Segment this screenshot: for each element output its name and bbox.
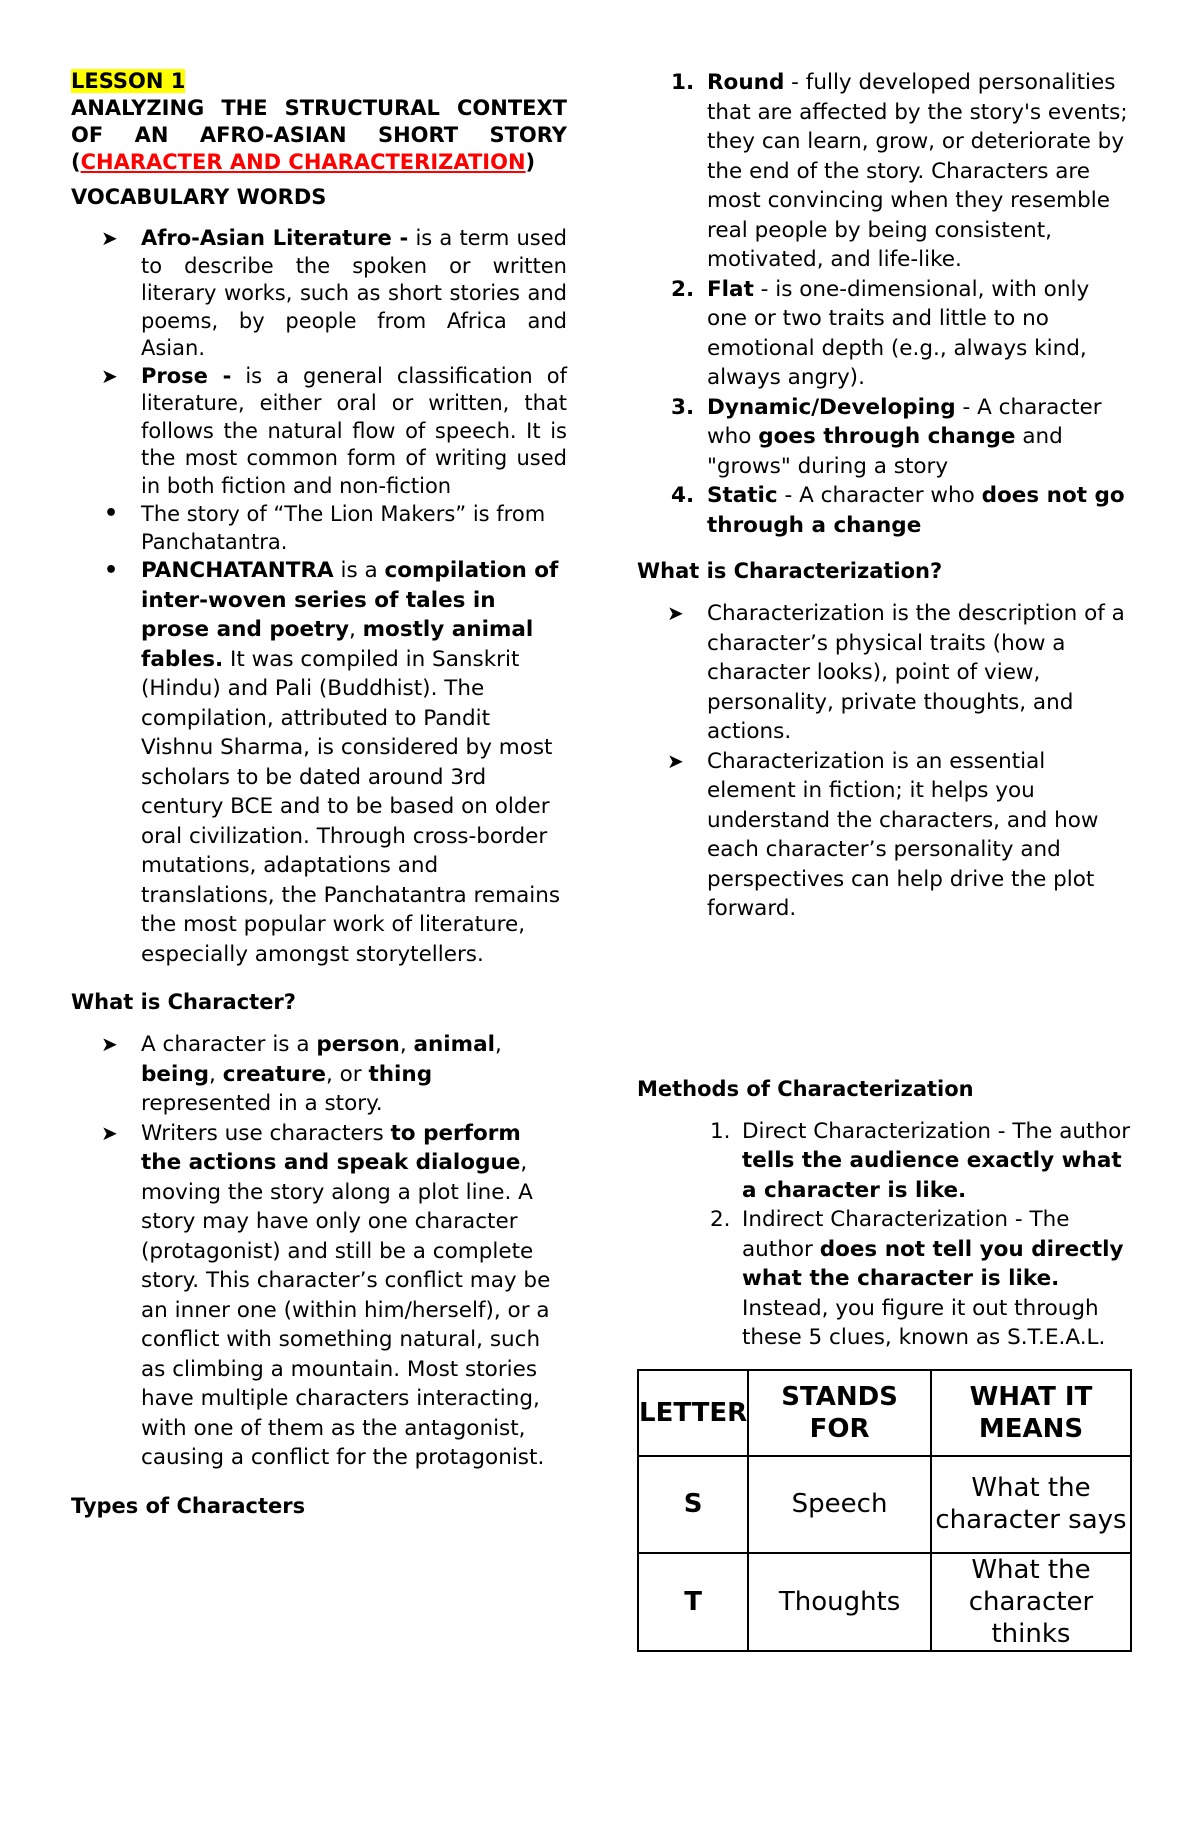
method-direct [637,1117,1133,1206]
lesson-label: LESSON 1 [71,69,186,93]
header-stands-for: STANDS FOR [748,1370,931,1456]
character-item-1 [71,1030,567,1119]
cell-means: What the character says [931,1456,1131,1553]
pancha-bold-1: compilation of inter-woven series of tales in prose and poetry [141,558,559,642]
method-direct-bold: tells the audience exactly what a character is like. [742,1148,1122,1203]
character-list [71,1030,567,1473]
char-c1: , [399,1032,414,1057]
vocab-list [71,225,567,500]
table-row [638,1553,1131,1651]
char-c2: , [494,1032,502,1057]
char-i2-bold: to perform the actions and speak dialogue [141,1120,521,1175]
steal-table-header-row [638,1370,1131,1456]
type-term: Round [707,70,785,95]
type-def: - fully developed personalities that are affected by the story's events; they can learn, grow, or deteriorate by the end of the story. Characters are most convincing when they resemble real people by being consistent, motivated, and life-like. [707,70,1128,272]
char-i1-a: A character is a [141,1032,317,1057]
arrow-bullet-icon: ➤ [101,363,118,388]
type-static [637,481,1133,540]
arrow-bullet-icon: ➤ [101,1120,118,1145]
arrow-bullet-icon: ➤ [101,226,118,250]
type-term: Dynamic/Developing [707,394,956,420]
char-thing: thing [368,1061,433,1087]
def-prose: is a general classification of literature, either oral or written, that follows the natural flow of speech. It is the most common form of writing used in both fiction and non-fiction [141,363,567,498]
characterization-text-1: Characterization is the description of a character’s physical traits (how a character looks), point of view, personality, private thoughts, and actions. [707,601,1125,744]
methods-list [637,1117,1133,1353]
method-number: 1. [710,1118,731,1144]
type-def-a: - A character who [707,394,1102,449]
method-direct-a: Direct Characterization - The author [742,1118,1131,1144]
type-def-c: and "grows" during a story [707,424,1063,479]
char-i2-rest: , moving the story along a plot line. A story may have only one character (protagonist) and still be a complete story. This character’s conflict may be an inner one (within him/herself), or a conflict with something natural, such as climbing a mountain. Most stories have multiple characters interacting, with one of them as the antagonist, causing a conflict for the protagonist. [141,1150,551,1470]
vocab-heading: VOCABULARY WORDS [71,185,327,209]
type-number: 1. [671,70,695,95]
type-def-bold: does not go through a change [707,483,1125,538]
method-indirect-rest: Instead, you figure it out through these 5 clues, known as S.T.E.A.L. [742,1295,1106,1350]
pancha-bold-2: mostly animal fables. [141,617,534,672]
characterization-item-1 [637,599,1133,747]
type-def-a: - A character who [777,483,982,508]
cell-stands-for: Speech [748,1456,931,1553]
type-number: 3. [671,394,695,420]
char-being: being [141,1061,210,1087]
char-i1-end: represented in a story. [141,1091,383,1116]
type-number: 2. [671,276,695,302]
types-heading: Types of Characters [71,1493,306,1518]
pancha-rest: It was compiled in Sanskrit (Hindu) and Pali (Buddhist). The compilation, attributed to Pandit Vishnu Sharma, is considered by most scholars to be dated around 3rd century BCE and to be based on older oral civilization. Through cross-border mutations, adaptations and translations, the Panchatantra remains the most popular work of literature, especially amongst storytellers. [141,646,561,967]
characterization-list [637,599,1133,924]
cell-means: What the character thinks [931,1553,1131,1651]
lion-makers-text: The story of “The Lion Makers” is from Panchatantra. [141,502,546,554]
char-person: person [316,1032,400,1057]
type-def-bold: goes through change [758,424,1016,449]
type-number: 4. [671,483,695,508]
vocab-item-panchatantra [71,556,567,969]
lesson-subtitle: CHARACTER AND CHARACTERIZATION [80,150,526,174]
characterization-heading: What is Characterization? [637,559,943,583]
type-round [637,68,1133,275]
method-number: 2. [710,1207,731,1232]
type-dynamic [637,393,1133,482]
term-panchatantra: PANCHATANTRA [141,558,334,583]
dot-bullet-icon: • [104,558,119,583]
cell-stands-for: Thoughts [748,1553,931,1651]
pancha-is: is a [333,558,385,583]
char-c4: , or [325,1061,369,1087]
character-heading: What is Character? [71,990,296,1014]
arrow-bullet-icon: ➤ [667,748,684,773]
type-term: Static [707,483,778,508]
cell-letter: T [638,1553,748,1651]
def-afro-asian: is a term used to describe the spoken or written literary works, such as short stories and poems, by people from Africa and Asian. [141,226,567,360]
paren-close: ) [525,150,536,174]
char-animal: animal [413,1032,495,1057]
method-indirect [637,1205,1133,1353]
char-i2-a: Writers use characters [141,1120,391,1146]
vocab-item-afro-asian [71,225,567,363]
header-what-it-means: WHAT IT MEANS [931,1370,1131,1456]
types-list [637,68,1133,540]
header-letter: LETTER [638,1370,748,1456]
term-prose: Prose - [141,363,232,388]
characterization-text-2: Characterization is an essential element in fiction; it helps you understand the characters, and how each character’s personality and perspectives can help drive the plot forward. [707,748,1099,921]
pancha-comma: , [348,617,363,642]
method-indirect-bold: does not tell you directly what the character is like. [742,1236,1124,1291]
lesson-heading [71,68,567,176]
methods-heading: Methods of Characterization [637,1076,974,1101]
type-def: - is one-dimensional, with only one or two traits and little to no emotional depth (e.g., always kind, always angry). [707,276,1090,390]
char-c3: , [209,1061,223,1087]
vocab-item-lion-makers [71,500,567,556]
cell-letter: S [638,1456,748,1553]
steal-table [637,1369,1132,1652]
arrow-bullet-icon: ➤ [101,1032,118,1056]
method-indirect-a: Indirect Characterization - The author [742,1207,1070,1262]
vocab-dot-list [71,500,567,969]
left-column [71,68,567,1534]
lesson-title: ANALYZING THE STRUCTURAL CONTEXT OF AN AFRO-ASIAN SHORT STORY [71,96,567,147]
vocab-item-prose [71,363,567,501]
char-creature: creature [222,1061,326,1087]
term-afro-asian: Afro-Asian Literature - [141,226,409,250]
paren-open: ( [71,150,81,174]
type-term: Flat [707,276,754,302]
type-flat [637,275,1133,393]
arrow-bullet-icon: ➤ [667,601,684,625]
table-row [638,1456,1131,1553]
dot-bullet-icon: • [104,501,119,526]
right-column [637,68,1133,1652]
character-item-2 [71,1119,567,1473]
characterization-item-2 [637,747,1133,924]
